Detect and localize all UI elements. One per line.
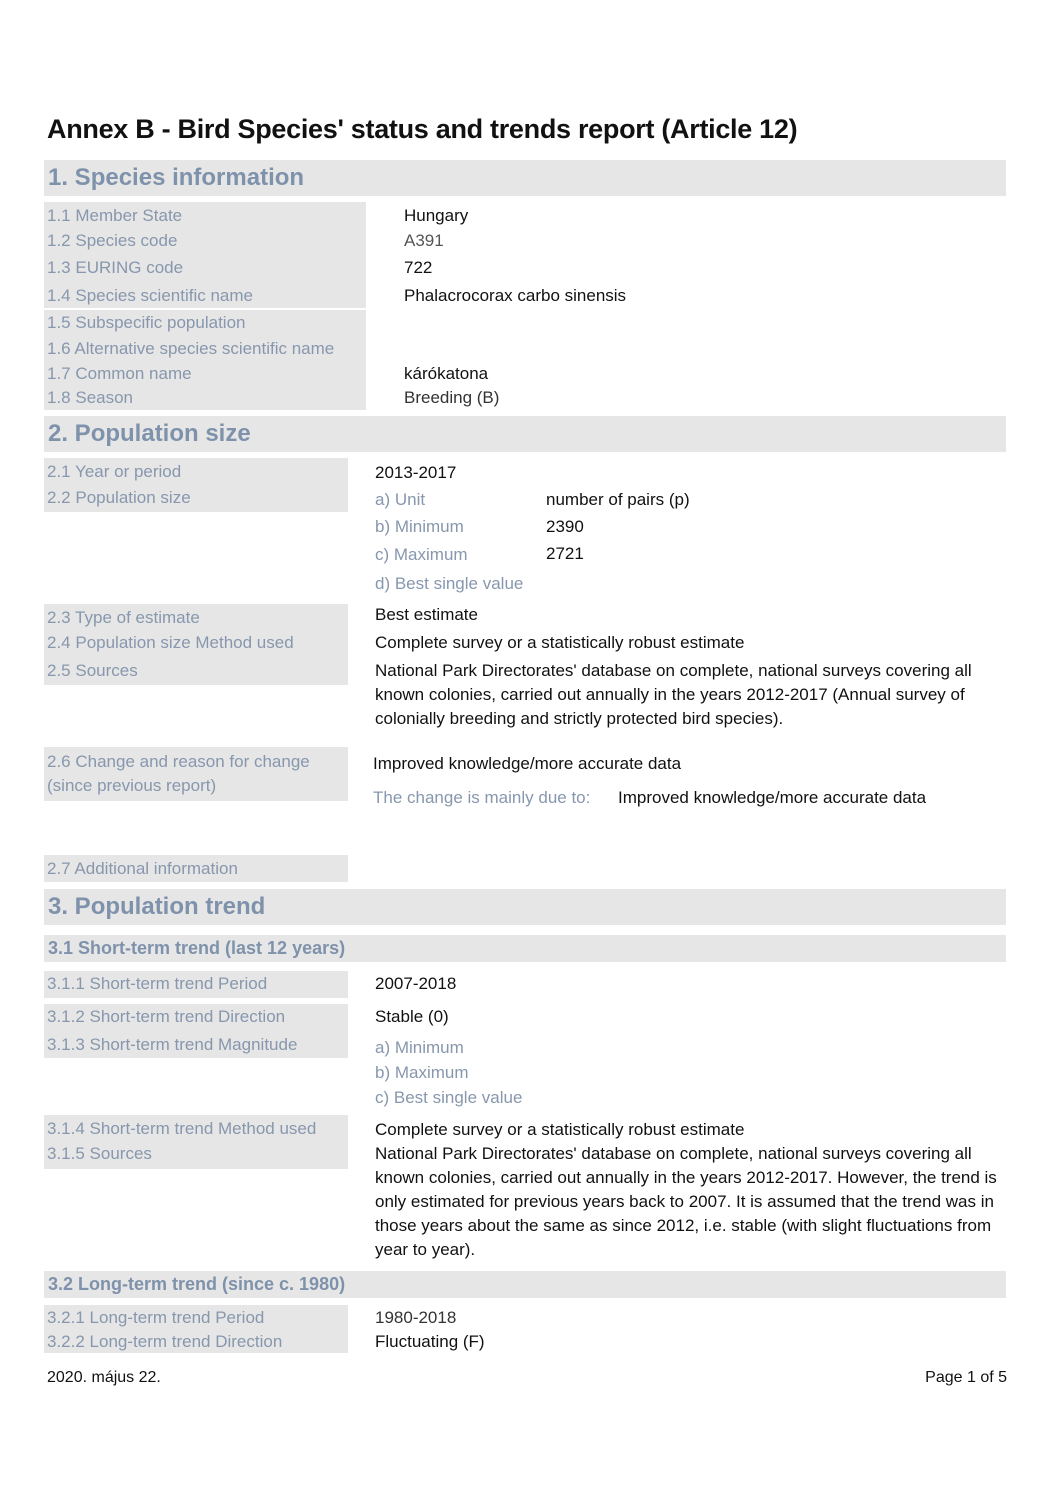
subsection-header-short-term bbox=[44, 935, 1006, 962]
value-st-direction: Stable (0) bbox=[375, 1007, 449, 1026]
footer-page-number: Page 1 of 5 bbox=[925, 1369, 1007, 1386]
value-minimum: 2390 bbox=[546, 517, 584, 536]
section-header-population-trend bbox=[44, 889, 1006, 925]
label-lt-direction: 3.2.2 Long-term trend Direction bbox=[47, 1332, 283, 1351]
value-change: Improved knowledge/more accurate data bbox=[373, 754, 682, 773]
label-st-method: 3.1.4 Short-term trend Method used bbox=[47, 1119, 317, 1138]
label-type-of-estimate: 2.3 Type of estimate bbox=[47, 608, 200, 627]
value-unit: number of pairs (p) bbox=[546, 490, 690, 509]
section-header-population-size bbox=[44, 416, 1006, 452]
label-lt-period: 3.2.1 Long-term trend Period bbox=[47, 1308, 265, 1327]
label-scientific-name: 1.4 Species scientific name bbox=[47, 286, 253, 305]
label-sources: 2.5 Sources bbox=[47, 661, 138, 680]
label-common-name: 1.7 Common name bbox=[47, 364, 192, 383]
value-method-used: Complete survey or a statistically robust estimate bbox=[375, 633, 745, 652]
label-best-single-value: d) Best single value bbox=[375, 574, 524, 593]
section-header-species-information bbox=[44, 160, 1006, 196]
label-st-minimum: a) Minimum bbox=[375, 1038, 464, 1057]
value-type-of-estimate: Best estimate bbox=[375, 605, 478, 624]
subsection-title: 3.2 Long-term trend (since c. 1980) bbox=[48, 1274, 346, 1294]
value-member-state: Hungary bbox=[404, 206, 469, 225]
label-st-best-single-value: c) Best single value bbox=[375, 1088, 523, 1107]
label-st-maximum: b) Maximum bbox=[375, 1063, 469, 1082]
value-sources: National Park Directorates' database on complete, national surveys covering all known colonies, carried out annually in the years 2012-2017 (Annual survey of colonially breeding and strictly protected bird species). bbox=[375, 661, 972, 728]
value-euring-code: 722 bbox=[404, 258, 433, 277]
value-season: Breeding (B) bbox=[404, 388, 500, 407]
value-st-sources: National Park Directorates' database on complete, national surveys covering all known colonies, carried out annually in the years 2012-2017. However, the trend is only estimated for previous years back to 2007. It is assumed that the trend was in those years about the same as since 2012, i.e. stable (with slight fluctuations from year to year). bbox=[375, 1144, 997, 1259]
label-st-direction: 3.1.2 Short-term trend Direction bbox=[47, 1007, 286, 1026]
label-additional-information: 2.7 Additional information bbox=[47, 859, 238, 878]
page-title: Annex B - Bird Species' status and trends report (Article 12) bbox=[47, 114, 798, 144]
value-lt-direction: Fluctuating (F) bbox=[375, 1332, 485, 1351]
label-maximum: c) Maximum bbox=[375, 545, 468, 564]
label-year-period: 2.1 Year or period bbox=[47, 462, 182, 481]
label-change-reason-sub: (since previous report) bbox=[47, 776, 217, 795]
label-subspecific-population: 1.5 Subspecific population bbox=[47, 313, 246, 332]
section-title: 1. Species information bbox=[48, 164, 305, 191]
value-maximum: 2721 bbox=[546, 544, 584, 563]
value-species-code: A391 bbox=[404, 231, 444, 250]
label-member-state: 1.1 Member State bbox=[47, 206, 183, 225]
value-change-due: Improved knowledge/more accurate data bbox=[618, 788, 927, 807]
subsection-header-long-term bbox=[44, 1271, 1006, 1298]
label-minimum: b) Minimum bbox=[375, 517, 464, 536]
label-change-due: The change is mainly due to: bbox=[373, 788, 591, 807]
label-unit: a) Unit bbox=[375, 490, 426, 509]
section-title: 3. Population trend bbox=[48, 893, 266, 920]
label-euring-code: 1.3 EURING code bbox=[47, 258, 184, 277]
label-species-code: 1.2 Species code bbox=[47, 231, 178, 250]
value-scientific-name: Phalacrocorax carbo sinensis bbox=[404, 286, 627, 305]
label-st-period: 3.1.1 Short-term trend Period bbox=[47, 974, 268, 993]
value-st-method: Complete survey or a statistically robust estimate bbox=[375, 1120, 745, 1139]
label-change-reason: 2.6 Change and reason for change bbox=[47, 752, 310, 771]
value-lt-period: 1980-2018 bbox=[375, 1308, 457, 1327]
section-title: 2. Population size bbox=[48, 420, 251, 447]
label-method-used: 2.4 Population size Method used bbox=[47, 633, 294, 652]
label-st-sources: 3.1.5 Sources bbox=[47, 1144, 152, 1163]
value-year-period: 2013-2017 bbox=[375, 463, 457, 482]
label-st-magnitude: 3.1.3 Short-term trend Magnitude bbox=[47, 1035, 298, 1054]
subsection-title: 3.1 Short-term trend (last 12 years) bbox=[48, 938, 346, 958]
value-st-period: 2007-2018 bbox=[375, 974, 457, 993]
label-season: 1.8 Season bbox=[47, 388, 134, 407]
label-alt-scientific-name: 1.6 Alternative species scientific name bbox=[47, 339, 335, 358]
label-population-size: 2.2 Population size bbox=[47, 488, 191, 507]
footer-date: 2020. május 22. bbox=[47, 1369, 161, 1386]
value-common-name: kárókatona bbox=[404, 364, 489, 383]
